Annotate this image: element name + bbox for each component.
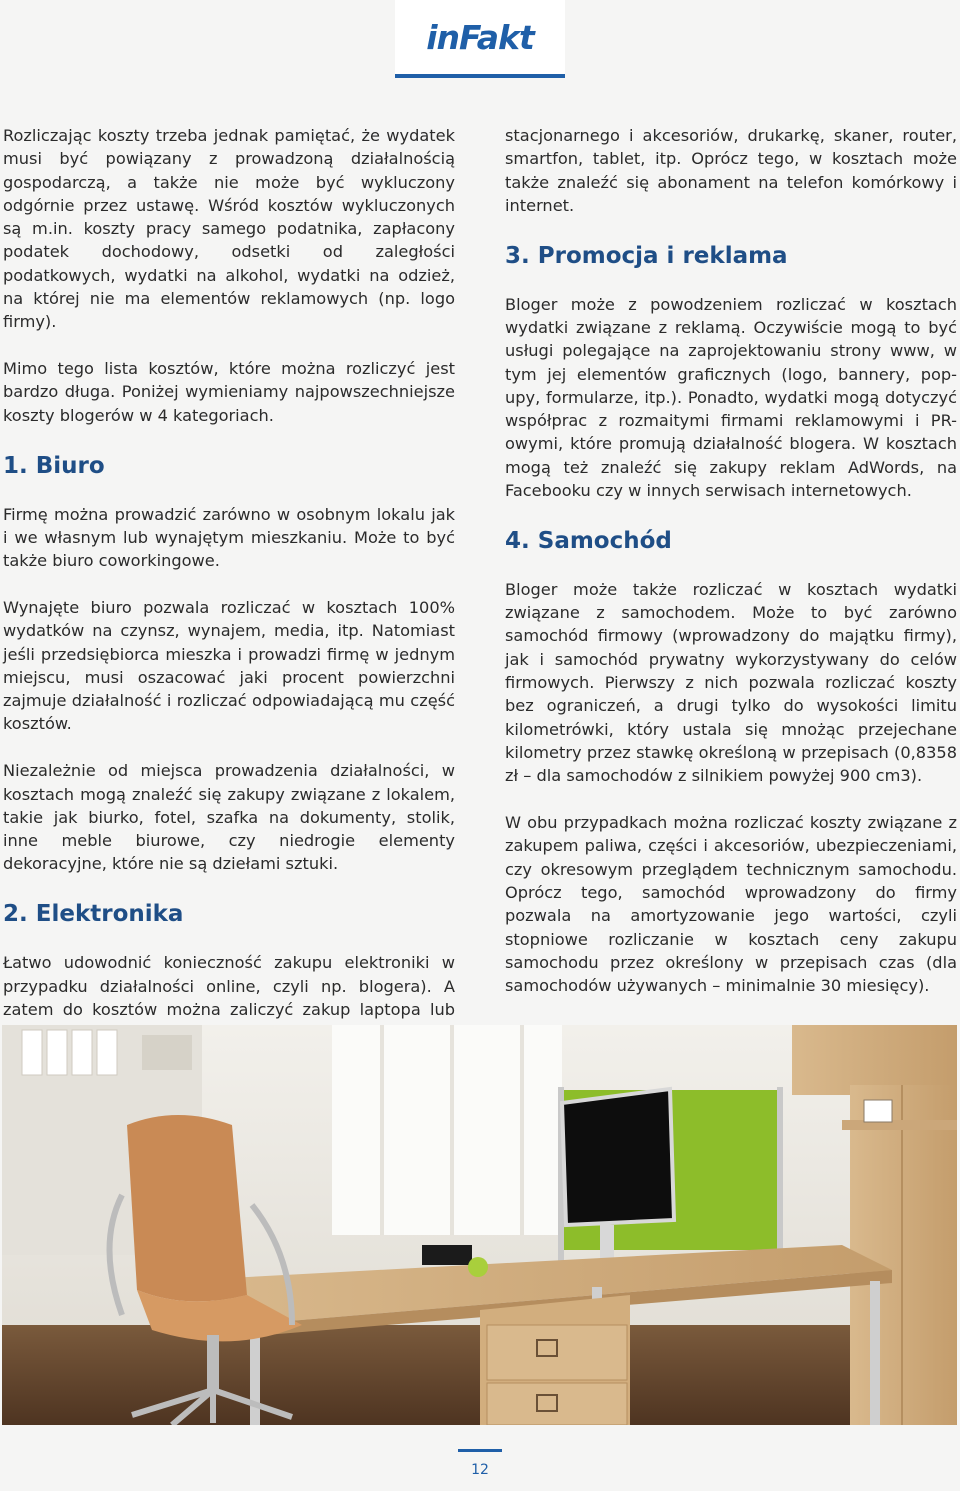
- section-heading-elektronika: 2. Elektronika: [3, 901, 184, 928]
- biuro-paragraph-2: Wynajęte biuro pozwala rozliczać w kosztach 100% wydatków na czynsz, wynajem, media, itp. Natomiast jeśli przedsiębiorca mieszka i prowadzi firmę w jednym miejscu, musi oszacować jaki procent powierzchni zajmuje działalność i rozliczać odpowiadającą mu część kosztów.: [3, 597, 455, 734]
- intro-paragraph: Rozliczając koszty trzeba jednak pamiętać, że wydatek musi być powiązany z prowadzoną działalnością gospodarczą, a także nie może być wykluczony odgórnie przez ustawę. Wśród kosztów wykluczonych są m.in. koszty pracy samego podatnika, zapłacony podatek dochodowy, odsetki od zaległości podatkowych, wydatki na alkohol, wydatki na odzież, na której nie ma elementów reklamowych (np. logo firmy).: [3, 126, 455, 332]
- footer-accent-line: [458, 1449, 502, 1452]
- promocja-paragraph: Bloger może z powodzeniem rozliczać w kosztach wydatki związane z reklamą. Oczywiście mogą to być usługi polegające na zaprojektowaniu strony www, w tym jej elementów graficznych (logo, bannery, pop-upy, formularze, itp.). Ponadto, wydatki mogą dotyczyć współprac z rozmaitymi firmami reklamowymi i PR-owymi, które promują działalność blogera. W kosztach mogą też znaleźć się zakupy reklam AdWords, na Facebooku czy w innych serwisach internetowych.: [505, 294, 957, 501]
- biuro-paragraph-3: Niezależnie od miejsca prowadzenia działalności, w kosztach mogą znaleźć się zakupy związane z lokalem, takie jak biurko, fotel, szafka na dokumenty, stolik, inne meble biurowe, czy niedrogie elementy dekoracyjne, które nie są dziełami sztuki.: [3, 761, 455, 874]
- left-column: [3, 124, 455, 1068]
- header-logo: [395, 0, 565, 78]
- section-heading-samochod: 4. Samochód: [505, 527, 672, 554]
- biuro-paragraph-1: Firmę można prowadzić zarówno w osobnym lokalu jak i we własnym lub wynajętym mieszkaniu. Może to być także biuro coworkingowe.: [3, 504, 455, 571]
- page-number: 12: [471, 1462, 489, 1478]
- section-heading-promocja: 3. Promocja i reklama: [505, 242, 788, 269]
- list-intro-paragraph: Mimo tego lista kosztów, które można rozliczyć jest bardzo długa. Poniżej wymieniamy najpowszechniejsze koszty blogerów w 4 kategoriach.: [3, 359, 455, 425]
- office-photo: [2, 1025, 957, 1425]
- elektronika-paragraph-1: Łatwo udowodnić konieczność zakupu elektroniki w przypadku działalności online, czyli np. blogera). A zatem do kosztów można zaliczyć zakup laptopa lub: [3, 953, 455, 1019]
- infakt-logo-text: inFakt: [426, 17, 534, 57]
- samochod-paragraph-2: W obu przypadkach można rozliczać koszty związane z zakupem paliwa, części i akcesoriów, ubezpieczeniami, czy okresowym przeglądem technicznym samochodu. Oprócz tego, samochód wprowadzony do firmy pozwala na amortyzowanie jego wartości, czyli stopniowe rozliczanie w kosztach ceny zakupu samochodu przez określony w przepisach czas (dla samochodów używanych – minimalnie 30 miesięcy).: [505, 813, 957, 996]
- elektronika-paragraph-2: stacjonarnego i akcesoriów, drukarkę, skaner, router, smartfon, tablet, itp. Oprócz tego, w kosztach może także znaleźć się abonament na telefon komórkowy i internet.: [505, 126, 957, 215]
- section-heading-biuro: 1. Biuro: [3, 452, 105, 479]
- right-column: [505, 124, 957, 1021]
- office-illustration: [2, 1025, 957, 1425]
- samochod-paragraph-1: Bloger może także rozliczać w kosztach wydatki związane z samochodem. Może to być zarówno samochód firmowy (wprowadzony do majątku firmy), jak i samochód prywatny wykorzystywany do celów firmowych. Pierwszy z nich pozwala rozliczać koszty bez ograniczeń, a drugi tylko do wysokości limitu kilometrówki, który ustala się mnożąc przejechane kilometry przez stawkę określoną w przepisach (0,8358 zł – dla samochodów z silnikiem powyżej 900 cm3).: [505, 579, 957, 786]
